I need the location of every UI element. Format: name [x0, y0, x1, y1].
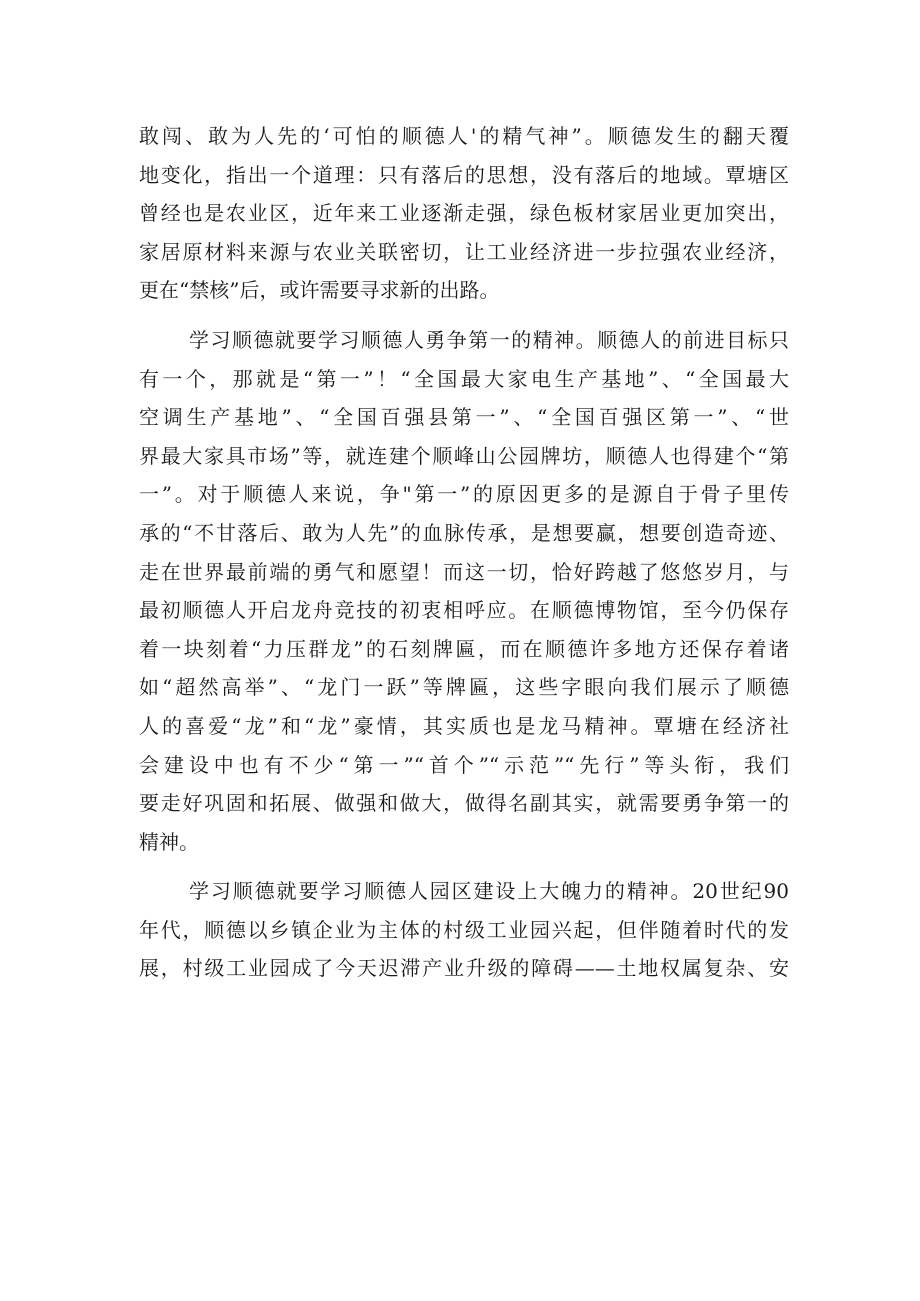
paragraph-3 — [139, 872, 789, 988]
text-line: 年代，顺德以乡镇企业为主体的村级工业园兴起，但伴随着时代的发 — [139, 917, 789, 942]
text-line: 空调生产基地”、“全国百强县第一”、“全国百强区第一”、“世 — [139, 405, 789, 430]
text-line: 界最大家具市场”等，就连建个顺峰山公园牌坊，顺德人也得建个“第 — [139, 443, 789, 468]
document-body — [139, 117, 789, 988]
paragraph-1 — [139, 117, 789, 310]
text-line: 地变化，指出一个道理：只有落后的思想，没有落后的地域。覃塘区 — [139, 162, 789, 187]
text-line: 有一个，那就是“第一”！“全国最大家电生产基地”、“全国最大 — [139, 366, 789, 391]
text-line: 要走好巩固和拓展、做强和做大，做得名副其实，就需要勇争第一的 — [139, 791, 789, 816]
text-line: 人的喜爱“龙”和“龙”豪情，其实质也是龙马精神。覃塘在经济社 — [139, 713, 789, 738]
text-line: 如“超然高举”、“龙门一跃”等牌匾，这些字眼向我们展示了顺德 — [139, 675, 789, 700]
text-line: 一”。对于顺德人来说，争"第一”的原因更多的是源自于骨子里传 — [139, 482, 789, 507]
text-line: 学习顺德就要学习顺德人园区建设上大魄力的精神。20世纪90 — [189, 879, 789, 904]
text-line: 敢闯、敢为人先的‘可怕的顺德人'的精气神”。顺德发生的翻天覆 — [139, 124, 789, 148]
text-line: 展，村级工业园成了今天迟滞产业升级的障碍——土地权属复杂、安 — [139, 956, 789, 981]
text-line: 走在世界最前端的勇气和愿望！而这一切，恰好跨越了悠悠岁月，与 — [139, 559, 789, 584]
text-line: 会建设中也有不少“第一”“首个”“示范”“先行”等头衔，我们 — [139, 752, 789, 777]
text-line: 家居原材料来源与农业关联密切，让工业经济进一步拉强农业经济， — [139, 239, 789, 264]
paragraph-gap — [139, 310, 789, 321]
paragraph-gap — [139, 861, 789, 872]
text-line: 学习顺德就要学习顺德人勇争第一的精神。顺德人的前进目标只 — [189, 327, 789, 352]
text-line: 精神。 — [139, 829, 199, 854]
text-line: 更在“禁核”后，或许需要寻求新的出路。 — [139, 278, 500, 303]
text-line: 曾经也是农业区，近年来工业逐渐走强，绿色板材家居业更加突出， — [139, 201, 789, 226]
text-line: 着一块刻着“力压群龙”的石刻牌匾，而在顺德许多地方还保存着诸 — [139, 636, 789, 661]
text-line: 最初顺德人开启龙舟竞技的初衷相呼应。在顺德博物馆，至今仍保存 — [139, 598, 789, 623]
paragraph-2 — [139, 321, 789, 861]
text-line: 承的“不甘落后、敢为人先”的血脉传承，是想要赢，想要创造奇迹、 — [139, 520, 789, 545]
